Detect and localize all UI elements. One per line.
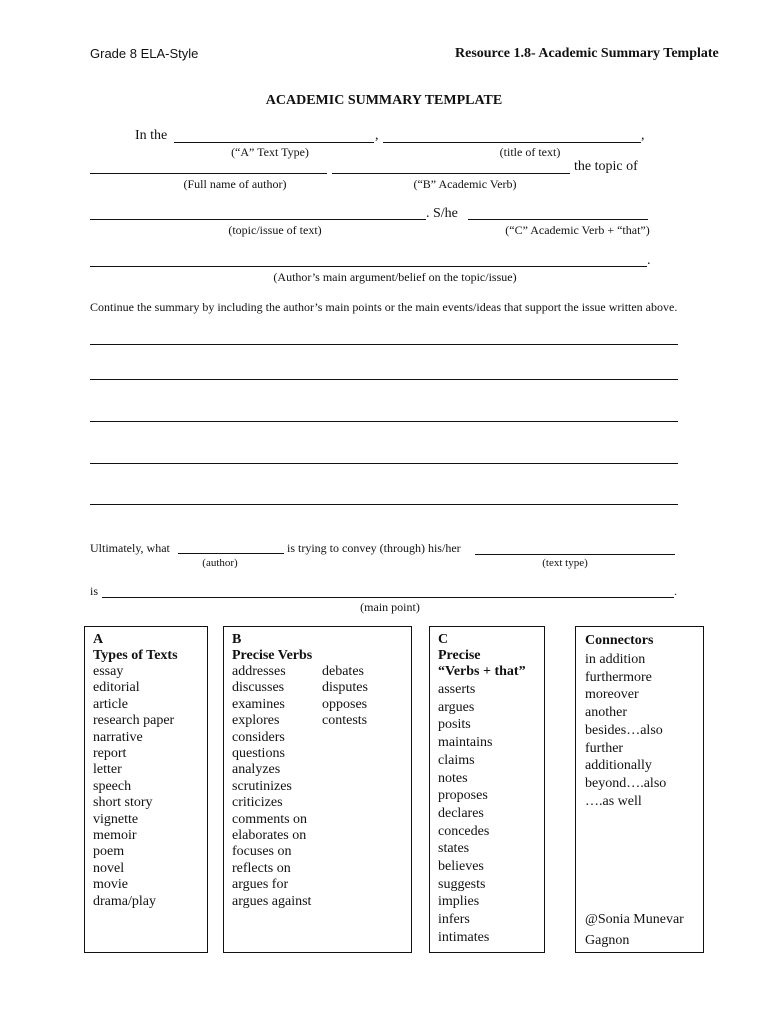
period-2: . (674, 584, 677, 598)
verb-that-item-4: maintains (438, 735, 493, 751)
box-a-heading: Types of Texts (93, 648, 178, 663)
verb-item-2: discusses (232, 680, 285, 696)
she-label: . S/he (426, 206, 458, 221)
connector-item-3: moreover (585, 687, 639, 703)
box-b-letter: B (232, 632, 242, 647)
verb-that-item-12: suggests (438, 876, 486, 892)
caption-text-type-2: (text type) (542, 557, 588, 569)
text-type-blank-2[interactable] (475, 554, 675, 555)
verb-that-item-2: argues (438, 699, 475, 715)
writing-line-1[interactable] (90, 344, 678, 345)
text-type-item-2: editorial (93, 680, 140, 696)
connector-item-7: additionally (585, 758, 652, 774)
text-type-item-1: essay (93, 664, 124, 679)
verb-that-item-7: proposes (438, 788, 488, 804)
text-type-item-13: novel (93, 860, 125, 876)
caption-verb: (“B” Academic Verb) (413, 177, 517, 191)
connector-item-4: another (585, 705, 627, 721)
caption-author-2: (author) (202, 557, 238, 569)
text-type-item-4: research paper (93, 713, 175, 729)
connector-item-9: ….as well (585, 793, 642, 809)
is-label: is (90, 584, 99, 598)
verb-item-5: considers (232, 729, 285, 745)
writing-line-2[interactable] (90, 379, 678, 380)
verb-item-14: argues for (232, 877, 289, 893)
box-d-heading: Connectors (585, 633, 654, 648)
box-c-heading-1: Precise (438, 648, 481, 663)
text-type-item-5: narrative (93, 729, 143, 745)
verb-that-item-11: believes (438, 859, 484, 875)
topic-blank[interactable] (90, 219, 426, 220)
text-type-item-14: movie (93, 877, 128, 893)
connector-item-1: in addition (585, 652, 646, 667)
credit-line-1: @Sonia Munevar (585, 912, 684, 927)
comma-2: , (641, 128, 645, 143)
verb-that-item-15: intimates (438, 929, 490, 945)
writing-line-4[interactable] (90, 463, 678, 464)
text-type-item-8: speech (93, 778, 132, 794)
box-c-letter: C (438, 632, 449, 647)
verb-that-item-8: declares (438, 805, 484, 821)
verb-that-item-3: posits (438, 717, 471, 733)
page-title: ACADEMIC SUMMARY TEMPLATE (265, 93, 503, 108)
writing-line-3[interactable] (90, 421, 678, 422)
the-topic-of-label: the topic of (574, 159, 638, 174)
verb-that-blank[interactable] (468, 219, 648, 220)
text-type-item-3: article (93, 696, 128, 712)
verb-that-item-14: infers (438, 912, 470, 928)
verb-item-4: explores (232, 713, 280, 729)
verb-that-item-1: asserts (438, 682, 476, 697)
box-b-heading: Precise Verbs (232, 648, 313, 663)
verb-item-13: reflects on (232, 860, 291, 876)
caption-author: (Full name of author) (183, 177, 287, 191)
trying-to-convey-label: is trying to convey (through) his/her (287, 541, 461, 555)
verb-item-7: analyzes (232, 762, 281, 778)
comma-1: , (375, 128, 379, 143)
connector-item-2: furthermore (585, 669, 652, 685)
period-1: . (647, 253, 651, 268)
argument-blank[interactable] (90, 266, 647, 267)
continue-instructions: Continue the summary by including the author’s main points or the main events/ideas that support the issue written above. (90, 300, 678, 314)
text-type-item-10: vignette (93, 811, 139, 827)
text-type-item-11: memoir (93, 828, 137, 844)
box-connectors (575, 626, 704, 953)
verb-that-item-5: claims (438, 752, 475, 768)
verb-item-11: elaborates on (232, 828, 307, 844)
in-the-label: In the (135, 128, 168, 143)
verb-item-8: scrutinizes (232, 778, 292, 794)
text-type-item-12: poem (93, 844, 125, 860)
author-blank-2[interactable] (178, 553, 284, 554)
author-blank[interactable] (90, 173, 327, 174)
text-type-item-7: letter (93, 762, 122, 778)
verb-item-10: comments on (232, 811, 308, 827)
caption-topic: (topic/issue of text) (228, 223, 322, 237)
verb-that-item-10: states (438, 841, 470, 857)
caption-main-point: (main point) (360, 600, 420, 614)
connector-item-6: further (585, 740, 624, 756)
verb-item-col2-4: contests (322, 713, 368, 729)
caption-text-type: (“A” Text Type) (231, 145, 309, 159)
connector-item-5: besides…also (585, 722, 663, 738)
header-left: Grade 8 ELA-Style (90, 46, 199, 61)
box-verbs-that (429, 626, 545, 953)
main-point-blank[interactable] (102, 597, 674, 598)
header-right: Resource 1.8- Academic Summary Template (455, 46, 719, 61)
ultimately-label: Ultimately, what (90, 541, 170, 555)
verb-item-col2-3: opposes (322, 696, 368, 712)
text-type-item-6: report (93, 746, 127, 762)
box-precise-verbs (223, 626, 412, 953)
verb-item-1: addresses (232, 664, 286, 679)
verb-item-12: focuses on (232, 844, 292, 860)
text-type-item-15: drama/play (93, 893, 156, 909)
title-blank[interactable] (383, 142, 641, 143)
box-a-letter: A (93, 632, 104, 647)
caption-argument: (Author’s main argument/belief on the topic/issue) (273, 270, 517, 284)
text-type-item-9: short story (93, 795, 153, 811)
verb-that-item-9: concedes (438, 823, 490, 839)
box-types-of-texts (84, 626, 208, 953)
writing-line-5[interactable] (90, 504, 678, 505)
verb-item-9: criticizes (232, 795, 283, 811)
caption-verb-that: (“C” Academic Verb + “that”) (505, 223, 650, 237)
verb-item-3: examines (232, 696, 285, 712)
caption-title: (title of text) (499, 145, 561, 159)
box-c-heading-2: “Verbs + that” (438, 664, 526, 679)
text-type-blank[interactable] (174, 142, 374, 143)
verb-that-item-6: notes (438, 770, 468, 786)
verb-blank[interactable] (332, 173, 570, 174)
verb-item-col2-2: disputes (322, 680, 368, 696)
connector-item-8: beyond….also (585, 775, 667, 791)
credit-line-2: Gagnon (585, 933, 630, 948)
verb-item-col2-1: debates (322, 664, 364, 679)
verb-item-15: argues against (232, 893, 312, 909)
verb-that-item-13: implies (438, 894, 480, 910)
verb-item-6: questions (232, 746, 285, 762)
